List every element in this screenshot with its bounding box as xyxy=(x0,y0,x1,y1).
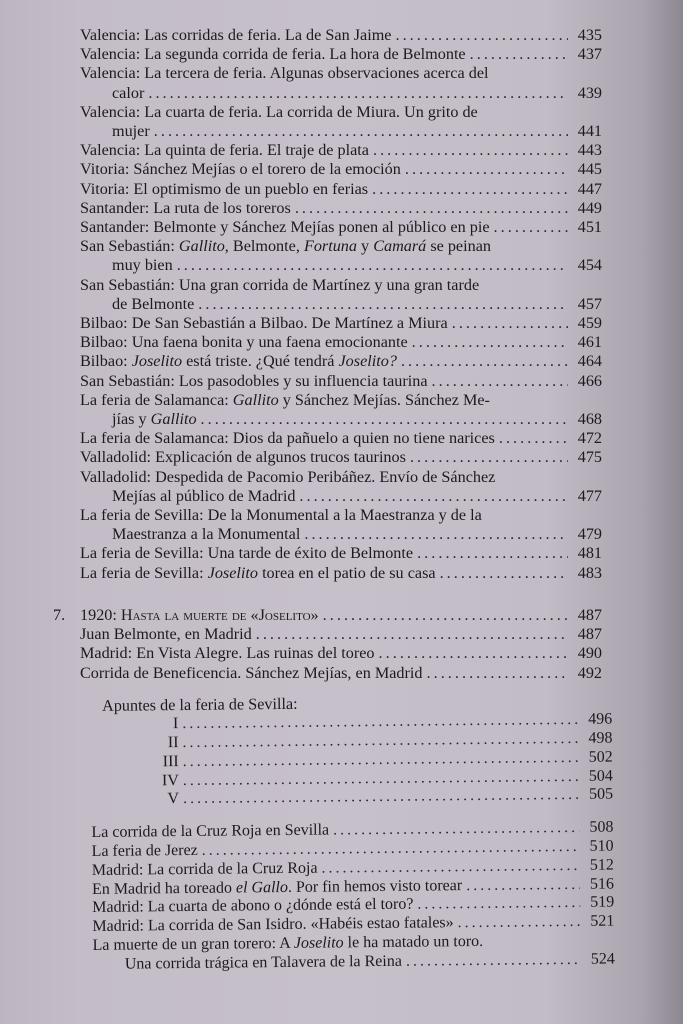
entries-part-3 xyxy=(91,818,615,974)
toc-entry[interactable] xyxy=(93,931,615,974)
apuntes-list xyxy=(90,710,613,809)
page-number: 435 xyxy=(577,26,602,44)
toc-entry[interactable] xyxy=(80,141,602,160)
entry-text: Bilbao: xyxy=(80,352,132,371)
dot-leader xyxy=(452,314,568,333)
dot-leader xyxy=(494,218,568,237)
dot-leader xyxy=(183,786,579,809)
entry-text: Santander: La ruta de los toreros xyxy=(80,198,291,217)
dot-leader xyxy=(395,26,568,45)
entry-text: San Sebastián: Los pasodobles y su influencia taurina xyxy=(80,371,428,390)
entry-title-continuation xyxy=(112,256,173,275)
page-number: 445 xyxy=(577,160,602,179)
dot-leader xyxy=(499,429,568,448)
table-of-contents xyxy=(53,26,615,974)
entry-title xyxy=(80,160,401,179)
italic-text: el Gallo xyxy=(235,878,289,896)
entry-text: La feria de Sevilla: Una tarde de éxito de Belmonte xyxy=(80,544,414,563)
italic-text: Fortuna xyxy=(303,237,357,256)
entry-text: Una corrida trágica en Talavera de la Reina xyxy=(124,952,402,973)
entry-text: Valladolid: Despedida de Pacomio Peribáñez. Envío de Sánchez xyxy=(80,467,496,486)
page-number: 441 xyxy=(577,122,602,141)
entry-text: jías y xyxy=(112,410,151,429)
dot-leader xyxy=(201,410,568,429)
entry-text: Valencia: La tercera de feria. Algunas observaciones acerca del xyxy=(80,64,489,83)
page-number: 464 xyxy=(577,352,602,371)
page-number: 449 xyxy=(577,198,602,217)
page-number: 490 xyxy=(577,644,602,663)
page-number: 487 xyxy=(577,625,602,644)
page-number: 457 xyxy=(577,294,602,313)
page-number: 508 xyxy=(589,818,614,836)
page-number: 459 xyxy=(577,314,602,333)
apuntes-heading: Apuntes de la feria de Sevilla: xyxy=(101,694,298,715)
dot-leader xyxy=(372,180,568,199)
chapter-number: 7. xyxy=(53,605,66,624)
entry-text: Vitoria: Sánchez Mejías o el torero de la emoción xyxy=(80,160,401,179)
page-number: 437 xyxy=(577,45,602,64)
page-number: 492 xyxy=(577,663,602,682)
entry-title xyxy=(80,218,490,237)
entry-title xyxy=(91,821,329,842)
dot-leader xyxy=(148,84,568,103)
toc-entry[interactable] xyxy=(80,372,602,391)
entry-title xyxy=(80,372,428,391)
page-number: 466 xyxy=(577,371,602,390)
dot-leader xyxy=(256,625,568,644)
toc-entry[interactable] xyxy=(80,103,602,141)
toc-entry[interactable] xyxy=(80,448,602,467)
entry-text: y xyxy=(357,237,374,256)
toc-entry[interactable] xyxy=(80,26,602,45)
entry-title xyxy=(80,333,408,352)
entry-text: está triste. ¿Qué tendrá xyxy=(182,352,339,371)
toc-entry[interactable] xyxy=(80,218,602,237)
roman-numeral: I xyxy=(172,714,179,733)
dot-leader xyxy=(406,950,581,971)
dot-leader xyxy=(401,352,568,371)
entry-text: Maestranza a la Monumental xyxy=(112,525,301,544)
entry-text: Madrid: La corrida de la Cruz Roja xyxy=(91,859,318,879)
entry-title xyxy=(92,859,318,880)
page-number: 510 xyxy=(589,837,614,855)
page-number: 483 xyxy=(577,563,602,582)
entry-text: Corrida de Beneficencia. Sánchez Mejías, en Madrid xyxy=(80,663,423,682)
entry-text: Valencia: La segunda corrida de feria. La hora de Belmonte xyxy=(80,45,466,64)
entry-title xyxy=(92,842,198,862)
toc-entry[interactable] xyxy=(80,199,602,218)
page-number: 481 xyxy=(577,544,602,563)
entry-title-continuation xyxy=(112,295,194,314)
dot-leader xyxy=(304,525,568,544)
toc-entry[interactable] xyxy=(80,625,602,644)
toc-entry[interactable] xyxy=(80,237,602,275)
entry-title xyxy=(80,506,482,525)
toc-entry[interactable] xyxy=(80,352,602,371)
dot-leader xyxy=(333,819,579,840)
entries-part-2 xyxy=(80,625,602,683)
page-number: 521 xyxy=(590,912,615,930)
dot-leader xyxy=(432,372,568,391)
page-number: 505 xyxy=(588,785,614,803)
dot-leader xyxy=(198,295,568,314)
dot-leader xyxy=(458,913,581,933)
chapter-heading xyxy=(53,605,602,625)
entry-text: , Belmonte, xyxy=(224,237,304,256)
chapter-title-text: Hasta la muerte de «Joselito» xyxy=(120,605,319,624)
italic-text: Gallito xyxy=(178,237,225,256)
entry-text: La corrida de la Cruz Roja en Sevilla xyxy=(91,821,330,841)
toc-entry[interactable] xyxy=(80,506,602,544)
entry-title xyxy=(80,544,413,563)
dot-leader xyxy=(417,894,580,915)
page-number: 519 xyxy=(590,893,615,911)
dot-leader xyxy=(470,45,568,64)
entry-text: calor xyxy=(112,83,145,102)
entry-text: La feria de Sevilla: xyxy=(80,563,208,582)
entry-text: muy bien xyxy=(112,256,173,275)
entry-text: de Belmonte xyxy=(112,294,195,313)
page-number: 496 xyxy=(588,710,613,728)
toc-entry[interactable] xyxy=(80,544,602,563)
page-number: 447 xyxy=(577,179,602,198)
page-number: 504 xyxy=(588,766,613,785)
entry-title xyxy=(80,199,291,218)
toc-entry[interactable] xyxy=(80,180,602,199)
toc-entry[interactable] xyxy=(80,160,602,179)
entry-title xyxy=(80,276,479,295)
entry-text: La feria de Salamanca: Dios da pañuelo a quien no tiene narices xyxy=(80,429,495,448)
entry-title xyxy=(80,564,436,583)
entry-title xyxy=(80,64,489,83)
dot-leader xyxy=(405,160,568,179)
dot-leader xyxy=(466,875,580,895)
italic-text: Joselito? xyxy=(338,352,397,371)
entry-title xyxy=(80,314,448,333)
entry-text: San Sebastián: Una gran corrida de Martínez y una gran tarde xyxy=(80,275,480,294)
page-number: 498 xyxy=(588,729,613,747)
page-number: 454 xyxy=(577,256,602,275)
entry-text: La feria de Jerez xyxy=(91,841,198,860)
page-number: 487 xyxy=(577,605,602,624)
page-number: 516 xyxy=(589,874,615,893)
toc-entry[interactable] xyxy=(80,276,602,314)
entry-text: Mejías al público de Madrid xyxy=(112,486,296,505)
entry-text: se peinan xyxy=(426,237,491,256)
entry-text: Madrid: La corrida de San Isidro. «Habéis estao fatales» xyxy=(92,914,454,935)
page-number: 479 xyxy=(577,525,602,544)
entry-text: Valencia: La cuarta de feria. La corrida de Miura. Un grito de xyxy=(80,102,478,121)
entry-text: Valencia: La quinta de feria. El traje de plata xyxy=(80,141,369,160)
dot-leader xyxy=(417,544,568,563)
page-number: 443 xyxy=(577,141,602,160)
italic-text: Joselito xyxy=(131,352,183,371)
dot-leader xyxy=(379,644,568,663)
entry-title xyxy=(80,26,391,45)
entry-title xyxy=(80,180,368,199)
entry-text: Bilbao: De San Sebastián a Bilbao. De Martínez a Miura xyxy=(80,314,448,333)
entry-title xyxy=(80,103,478,122)
page-number: 477 xyxy=(577,486,602,505)
entry-title xyxy=(80,644,375,663)
toc-entry[interactable] xyxy=(80,429,602,448)
entry-title-continuation xyxy=(112,487,295,506)
toc-entry[interactable] xyxy=(80,391,602,429)
page-number: 468 xyxy=(577,410,602,429)
entry-text: Madrid: La cuarta de abono o ¿dónde está el toro? xyxy=(92,895,414,917)
entry-text: Valladolid: Explicación de algunos trucos taurinos xyxy=(80,448,406,467)
entry-title xyxy=(80,45,466,64)
chapter-title xyxy=(80,606,319,625)
entry-text: La feria de Salamanca: xyxy=(80,390,233,409)
page-number: 475 xyxy=(577,448,602,467)
italic-text: Gallito xyxy=(150,410,197,429)
roman-numeral: V xyxy=(167,790,180,808)
entry-text: La feria de Sevilla: De la Monumental a la Maestranza y de la xyxy=(80,506,482,525)
toc-entry[interactable] xyxy=(80,468,602,506)
page-number: 524 xyxy=(590,949,615,968)
toc-entry[interactable] xyxy=(80,45,602,64)
entry-title-continuation xyxy=(125,952,402,974)
entry-text: torea en el patio de su casa xyxy=(258,563,436,582)
page-number: 472 xyxy=(577,429,602,448)
entry-text: Madrid: En Vista Alegre. Las ruinas del toreo xyxy=(80,644,375,663)
entry-text: le ha matado un toro. xyxy=(343,932,484,952)
entry-text: Juan Belmonte, en Madrid xyxy=(80,625,252,644)
entry-title xyxy=(80,429,495,448)
toc-entry[interactable] xyxy=(80,644,602,663)
page-number: 439 xyxy=(577,83,602,102)
entry-title xyxy=(80,664,423,683)
dot-leader xyxy=(299,487,568,506)
entry-title xyxy=(80,391,490,410)
entry-title-continuation xyxy=(112,525,300,544)
italic-text: Joselito xyxy=(293,934,344,952)
entry-text: Valencia: Las corridas de feria. La de San Jaime xyxy=(80,26,392,44)
page-number: 502 xyxy=(588,748,613,766)
dot-leader xyxy=(440,564,568,583)
entry-title xyxy=(80,352,397,371)
dot-leader xyxy=(323,606,568,625)
entry-title xyxy=(80,468,495,487)
entry-text: mujer xyxy=(112,122,150,141)
dot-leader xyxy=(295,199,568,218)
entry-title xyxy=(80,141,369,160)
entry-title xyxy=(80,237,491,256)
entry-text: Bilbao: Una faena bonita y una faena emocionante xyxy=(80,333,408,352)
entries-part-1 xyxy=(80,26,602,583)
dot-leader xyxy=(154,122,568,141)
roman-numeral: IV xyxy=(161,771,179,789)
entry-title-continuation xyxy=(112,122,150,141)
entry-text: . Por fin hemos visto torear xyxy=(287,876,463,896)
toc-entry[interactable] xyxy=(80,333,602,352)
entry-text: San Sebastián: xyxy=(80,237,179,256)
chapter-title-year: 1920: xyxy=(80,605,121,624)
dot-leader xyxy=(321,856,579,878)
italic-text: Camará xyxy=(373,237,427,256)
dot-leader xyxy=(373,141,568,160)
dot-leader xyxy=(410,448,568,467)
entry-title-continuation xyxy=(112,84,144,103)
toc-entry[interactable] xyxy=(80,564,602,583)
dot-leader xyxy=(177,256,568,275)
toc-entry[interactable] xyxy=(80,314,602,333)
roman-numeral: III xyxy=(162,752,179,770)
entry-text: En Madrid ha toreado xyxy=(91,878,237,898)
page-number: 461 xyxy=(577,333,602,352)
page-number: 512 xyxy=(589,856,614,874)
page-number: 451 xyxy=(577,218,602,237)
lower-block xyxy=(90,691,615,974)
italic-text: Gallito xyxy=(232,390,279,409)
toc-entry[interactable] xyxy=(80,664,602,683)
roman-numeral: II xyxy=(167,733,179,751)
italic-text: Joselito xyxy=(207,563,259,582)
entry-title xyxy=(80,625,252,644)
entry-text: Vitoria: El optimismo de un pueblo en ferias xyxy=(80,179,369,198)
entry-title xyxy=(80,448,406,467)
dot-leader xyxy=(412,333,568,352)
dot-leader xyxy=(427,664,569,683)
entry-text: y Sánchez Mejías. Sánchez Me- xyxy=(278,390,490,409)
entry-text: Santander: Belmonte y Sánchez Mejías ponen al público en pie xyxy=(80,218,490,237)
toc-entry[interactable] xyxy=(80,64,602,102)
entry-title-continuation xyxy=(112,410,197,429)
entry-text: La muerte de un gran torero: A xyxy=(92,934,294,954)
